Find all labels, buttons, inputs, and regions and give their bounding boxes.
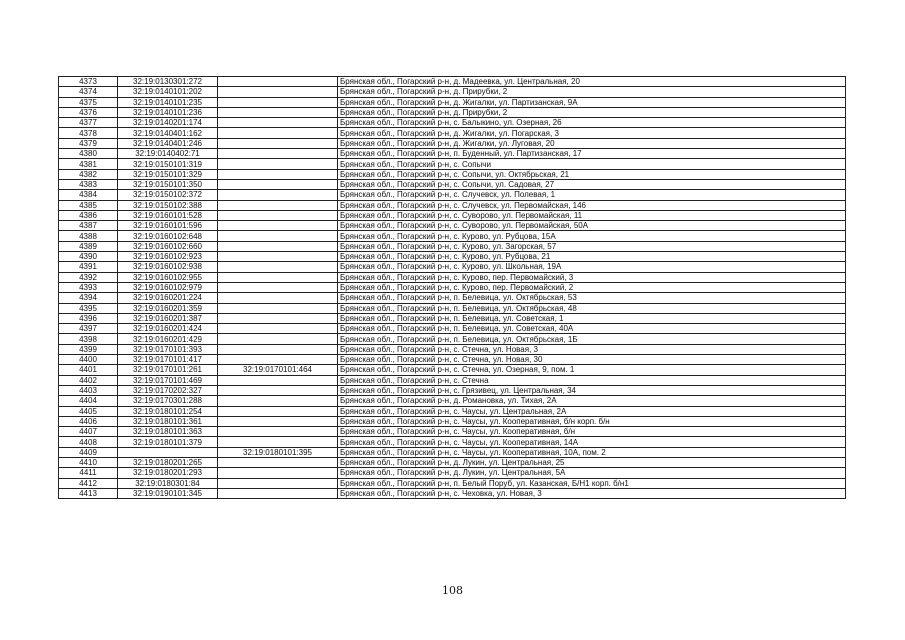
linked-cadastral-number-cell — [218, 334, 338, 344]
row-number-cell: 4392 — [59, 272, 118, 282]
row-number-cell: 4411 — [59, 468, 118, 478]
table-row — [59, 128, 846, 138]
cadastral-number-cell: 32:19:0160101:596 — [118, 221, 218, 231]
cadastral-number-cell: 32:19:0150102:388 — [118, 200, 218, 210]
row-number-cell: 4374 — [59, 87, 118, 97]
table-row — [59, 375, 846, 385]
table-row — [59, 241, 846, 251]
linked-cadastral-number-cell — [218, 179, 338, 189]
cadastral-number-cell: 32:19:0160201:359 — [118, 303, 218, 313]
address-cell: Брянская обл., Погарский р-н, с. Стечна, ул. Новая, 3 — [338, 344, 846, 354]
table-row — [59, 488, 846, 498]
address-cell: Брянская обл., Погарский р-н, с. Чеховка, ул. Новая, 3 — [338, 488, 846, 498]
row-number-cell: 4376 — [59, 107, 118, 117]
linked-cadastral-number-cell — [218, 406, 338, 416]
table-row — [59, 231, 846, 241]
row-number-cell: 4390 — [59, 252, 118, 262]
row-number-cell: 4395 — [59, 303, 118, 313]
table-row — [59, 344, 846, 354]
cadastral-number-cell: 32:19:0160102:660 — [118, 241, 218, 251]
cadastral-number-cell: 32:19:0160201:429 — [118, 334, 218, 344]
cadastral-number-cell: 32:19:0150101:319 — [118, 159, 218, 169]
row-number-cell: 4381 — [59, 159, 118, 169]
row-number-cell: 4377 — [59, 118, 118, 128]
table-row — [59, 334, 846, 344]
row-number-cell: 4401 — [59, 365, 118, 375]
cadastral-number-cell: 32:19:0150101:329 — [118, 169, 218, 179]
address-cell: Брянская обл., Погарский р-н, с. Чаусы, ул. Центральная, 2А — [338, 406, 846, 416]
table-row — [59, 437, 846, 447]
table-row — [59, 457, 846, 467]
address-cell: Брянская обл., Погарский р-н, д. Прирубки, 2 — [338, 87, 846, 97]
address-cell: Брянская обл., Погарский р-н, д. Лукин, ул. Центральная, 25 — [338, 457, 846, 467]
row-number-cell: 4380 — [59, 149, 118, 159]
address-cell: Брянская обл., Погарский р-н, п. Белевица, ул. Советская, 40А — [338, 324, 846, 334]
cadastral-number-cell: 32:19:0150101:350 — [118, 179, 218, 189]
table-row — [59, 118, 846, 128]
address-cell: Брянская обл., Погарский р-н, п. Белевица, ул. Советская, 1 — [338, 313, 846, 323]
table-row — [59, 293, 846, 303]
address-cell: Брянская обл., Погарский р-н, п. Белевица, ул. Октябрьская, 53 — [338, 293, 846, 303]
table-row — [59, 221, 846, 231]
table-row — [59, 324, 846, 334]
linked-cadastral-number-cell — [218, 293, 338, 303]
cadastral-number-cell: 32:19:0170101:261 — [118, 365, 218, 375]
row-number-cell: 4382 — [59, 169, 118, 179]
row-number-cell: 4408 — [59, 437, 118, 447]
linked-cadastral-number-cell: 32:19:0180101:395 — [218, 447, 338, 457]
table-row — [59, 159, 846, 169]
address-cell: Брянская обл., Погарский р-н, с. Случевск, ул. Первомайская, 146 — [338, 200, 846, 210]
address-cell: Брянская обл., Погарский р-н, с. Суворово, ул. Первомайская, 50А — [338, 221, 846, 231]
cadastral-number-cell: 32:19:0140201:174 — [118, 118, 218, 128]
row-number-cell: 4413 — [59, 488, 118, 498]
registry-table — [58, 76, 846, 499]
linked-cadastral-number-cell — [218, 344, 338, 354]
cadastral-number-cell: 32:19:0140101:236 — [118, 107, 218, 117]
address-cell: Брянская обл., Погарский р-н, д. Романовка, ул. Тихая, 2А — [338, 396, 846, 406]
cadastral-number-cell: 32:19:0140401:162 — [118, 128, 218, 138]
address-cell: Брянская обл., Погарский р-н, п. Буденный, ул. Партизанская, 17 — [338, 149, 846, 159]
linked-cadastral-number-cell — [218, 210, 338, 220]
linked-cadastral-number-cell — [218, 221, 338, 231]
row-number-cell: 4399 — [59, 344, 118, 354]
table-row — [59, 385, 846, 395]
linked-cadastral-number-cell: 32:19:0170101:464 — [218, 365, 338, 375]
row-number-cell: 4407 — [59, 427, 118, 437]
table-row — [59, 149, 846, 159]
table-row — [59, 468, 846, 478]
address-cell: Брянская обл., Погарский р-н, с. Сопычи — [338, 159, 846, 169]
row-number-cell: 4402 — [59, 375, 118, 385]
linked-cadastral-number-cell — [218, 169, 338, 179]
linked-cadastral-number-cell — [218, 118, 338, 128]
linked-cadastral-number-cell — [218, 313, 338, 323]
address-cell: Брянская обл., Погарский р-н, д. Жигалки, ул. Партизанская, 9А — [338, 97, 846, 107]
linked-cadastral-number-cell — [218, 128, 338, 138]
table-row — [59, 210, 846, 220]
cadastral-number-cell: 32:19:0140101:235 — [118, 97, 218, 107]
address-cell: Брянская обл., Погарский р-н, п. Белевица, ул. Октябрьская, 1Б — [338, 334, 846, 344]
cadastral-number-cell: 32:19:0160101:528 — [118, 210, 218, 220]
table-row — [59, 87, 846, 97]
cadastral-number-cell: 32:19:0160102:938 — [118, 262, 218, 272]
linked-cadastral-number-cell — [218, 200, 338, 210]
linked-cadastral-number-cell — [218, 416, 338, 426]
row-number-cell: 4412 — [59, 478, 118, 488]
cadastral-number-cell: 32:19:0170202:327 — [118, 385, 218, 395]
table-row — [59, 282, 846, 292]
linked-cadastral-number-cell — [218, 149, 338, 159]
address-cell: Брянская обл., Погарский р-н, с. Суворово, ул. Первомайская, 11 — [338, 210, 846, 220]
linked-cadastral-number-cell — [218, 262, 338, 272]
cadastral-number-cell: 32:19:0180101:254 — [118, 406, 218, 416]
address-cell: Брянская обл., Погарский р-н, с. Курово, ул. Школьная, 19А — [338, 262, 846, 272]
table-row — [59, 447, 846, 457]
cadastral-number-cell: 32:19:0180101:361 — [118, 416, 218, 426]
table-row — [59, 406, 846, 416]
cadastral-number-cell: 32:19:0180101:379 — [118, 437, 218, 447]
cadastral-number-cell: 32:19:0150102:372 — [118, 190, 218, 200]
row-number-cell: 4388 — [59, 231, 118, 241]
row-number-cell: 4404 — [59, 396, 118, 406]
linked-cadastral-number-cell — [218, 252, 338, 262]
linked-cadastral-number-cell — [218, 385, 338, 395]
linked-cadastral-number-cell — [218, 355, 338, 365]
row-number-cell: 4397 — [59, 324, 118, 334]
address-cell: Брянская обл., Погарский р-н, д. Жигалки, ул. Погарская, 3 — [338, 128, 846, 138]
row-number-cell: 4379 — [59, 138, 118, 148]
row-number-cell: 4391 — [59, 262, 118, 272]
table-row — [59, 169, 846, 179]
address-cell: Брянская обл., Погарский р-н, с. Курово, ул. Загорская, 57 — [338, 241, 846, 251]
cadastral-number-cell: 32:19:0170101:393 — [118, 344, 218, 354]
cadastral-number-cell: 32:19:0190101:345 — [118, 488, 218, 498]
row-number-cell: 4403 — [59, 385, 118, 395]
table-row — [59, 427, 846, 437]
row-number-cell: 4396 — [59, 313, 118, 323]
linked-cadastral-number-cell — [218, 488, 338, 498]
address-cell: Брянская обл., Погарский р-н, с. Курово, ул. Рубцова, 15А — [338, 231, 846, 241]
linked-cadastral-number-cell — [218, 97, 338, 107]
row-number-cell: 4386 — [59, 210, 118, 220]
linked-cadastral-number-cell — [218, 107, 338, 117]
address-cell: Брянская обл., Погарский р-н, п. Белый Поруб, ул. Казанская, Б/Н1 корп. б/н1 — [338, 478, 846, 488]
row-number-cell: 4393 — [59, 282, 118, 292]
table-row — [59, 365, 846, 375]
table-row — [59, 478, 846, 488]
table-row — [59, 272, 846, 282]
address-cell: Брянская обл., Погарский р-н, с. Балыкино, ул. Озерная, 26 — [338, 118, 846, 128]
address-cell: Брянская обл., Погарский р-н, с. Стечна, ул. Новая, 30 — [338, 355, 846, 365]
row-number-cell: 4398 — [59, 334, 118, 344]
linked-cadastral-number-cell — [218, 77, 338, 87]
table-row — [59, 416, 846, 426]
address-cell: Брянская обл., Погарский р-н, с. Курово, пер. Первомайский, 3 — [338, 272, 846, 282]
cadastral-number-cell: 32:19:0160102:955 — [118, 272, 218, 282]
linked-cadastral-number-cell — [218, 272, 338, 282]
linked-cadastral-number-cell — [218, 282, 338, 292]
row-number-cell: 4389 — [59, 241, 118, 251]
linked-cadastral-number-cell — [218, 437, 338, 447]
linked-cadastral-number-cell — [218, 87, 338, 97]
cadastral-number-cell: 32:19:0180201:265 — [118, 457, 218, 467]
linked-cadastral-number-cell — [218, 231, 338, 241]
cadastral-number-cell: 32:19:0130301:272 — [118, 77, 218, 87]
address-cell: Брянская обл., Погарский р-н, с. Грязивец, ул. Центральная, 34 — [338, 385, 846, 395]
registry-table-body — [59, 77, 846, 499]
cadastral-number-cell: 32:19:0160201:224 — [118, 293, 218, 303]
row-number-cell: 4375 — [59, 97, 118, 107]
linked-cadastral-number-cell — [218, 159, 338, 169]
cadastral-number-cell: 32:19:0160102:979 — [118, 282, 218, 292]
row-number-cell: 4378 — [59, 128, 118, 138]
cadastral-number-cell: 32:19:0170301:288 — [118, 396, 218, 406]
cadastral-number-cell: 32:19:0170101:469 — [118, 375, 218, 385]
linked-cadastral-number-cell — [218, 241, 338, 251]
cadastral-number-cell: 32:19:0160102:648 — [118, 231, 218, 241]
table-row — [59, 355, 846, 365]
table-row — [59, 262, 846, 272]
table-row — [59, 97, 846, 107]
address-cell: Брянская обл., Погарский р-н, с. Сопычи, ул. Октябрьская, 21 — [338, 169, 846, 179]
table-row — [59, 179, 846, 189]
address-cell: Брянская обл., Погарский р-н, с. Случевск, ул. Полевая, 1 — [338, 190, 846, 200]
cadastral-number-cell: 32:19:0170101:417 — [118, 355, 218, 365]
row-number-cell: 4383 — [59, 179, 118, 189]
linked-cadastral-number-cell — [218, 138, 338, 148]
linked-cadastral-number-cell — [218, 427, 338, 437]
cadastral-number-cell: 32:19:0140101:202 — [118, 87, 218, 97]
linked-cadastral-number-cell — [218, 478, 338, 488]
cadastral-number-cell: 32:19:0180201:293 — [118, 468, 218, 478]
linked-cadastral-number-cell — [218, 457, 338, 467]
cadastral-number-cell: 32:19:0180301:84 — [118, 478, 218, 488]
cadastral-number-cell — [118, 447, 218, 457]
row-number-cell: 4387 — [59, 221, 118, 231]
address-cell: Брянская обл., Погарский р-н, д. Мадеевка, ул. Центральная, 20 — [338, 77, 846, 87]
address-cell: Брянская обл., Погарский р-н, с. Стечна, ул. Озерная, 9, пом. 1 — [338, 365, 846, 375]
cadastral-number-cell: 32:19:0160201:387 — [118, 313, 218, 323]
linked-cadastral-number-cell — [218, 190, 338, 200]
table-row — [59, 107, 846, 117]
linked-cadastral-number-cell — [218, 375, 338, 385]
address-cell: Брянская обл., Погарский р-н, с. Чаусы, ул. Кооперативная, 10А, пом. 2 — [338, 447, 846, 457]
row-number-cell: 4394 — [59, 293, 118, 303]
address-cell: Брянская обл., Погарский р-н, с. Сопычи, ул. Садовая, 27 — [338, 179, 846, 189]
cadastral-number-cell: 32:19:0160102:923 — [118, 252, 218, 262]
table-row — [59, 252, 846, 262]
address-cell: Брянская обл., Погарский р-н, с. Чаусы, ул. Кооперативная, б/н корп. б/н — [338, 416, 846, 426]
table-row — [59, 396, 846, 406]
address-cell: Брянская обл., Погарский р-н, с. Чаусы, ул. Кооперативная, 14А — [338, 437, 846, 447]
linked-cadastral-number-cell — [218, 468, 338, 478]
table-row — [59, 313, 846, 323]
row-number-cell: 4373 — [59, 77, 118, 87]
row-number-cell: 4400 — [59, 355, 118, 365]
row-number-cell: 4409 — [59, 447, 118, 457]
table-row — [59, 190, 846, 200]
row-number-cell: 4405 — [59, 406, 118, 416]
table-row — [59, 200, 846, 210]
linked-cadastral-number-cell — [218, 324, 338, 334]
cadastral-number-cell: 32:19:0140402:71 — [118, 149, 218, 159]
address-cell: Брянская обл., Погарский р-н, с. Курово, ул. Рубцова, 21 — [338, 252, 846, 262]
table-row — [59, 77, 846, 87]
address-cell: Брянская обл., Погарский р-н, п. Белевица, ул. Октябрьская, 48 — [338, 303, 846, 313]
address-cell: Брянская обл., Погарский р-н, с. Курово, пер. Первомайский, 2 — [338, 282, 846, 292]
row-number-cell: 4406 — [59, 416, 118, 426]
cadastral-number-cell: 32:19:0160201:424 — [118, 324, 218, 334]
address-cell: Брянская обл., Погарский р-н, с. Чаусы, ул. Кооперативная, б/н — [338, 427, 846, 437]
address-cell: Брянская обл., Погарский р-н, д. Лукин, ул. Центральная, 5А — [338, 468, 846, 478]
linked-cadastral-number-cell — [218, 396, 338, 406]
address-cell: Брянская обл., Погарский р-н, с. Стечна — [338, 375, 846, 385]
cadastral-number-cell: 32:19:0180101:363 — [118, 427, 218, 437]
address-cell: Брянская обл., Погарский р-н, д. Прирубки, 2 — [338, 107, 846, 117]
linked-cadastral-number-cell — [218, 303, 338, 313]
row-number-cell: 4410 — [59, 457, 118, 467]
table-row — [59, 138, 846, 148]
row-number-cell: 4385 — [59, 200, 118, 210]
table-row — [59, 303, 846, 313]
cadastral-number-cell: 32:19:0140401:246 — [118, 138, 218, 148]
row-number-cell: 4384 — [59, 190, 118, 200]
page-number: 108 — [442, 584, 463, 597]
address-cell: Брянская обл., Погарский р-н, д. Жигалки, ул. Луговая, 20 — [338, 138, 846, 148]
